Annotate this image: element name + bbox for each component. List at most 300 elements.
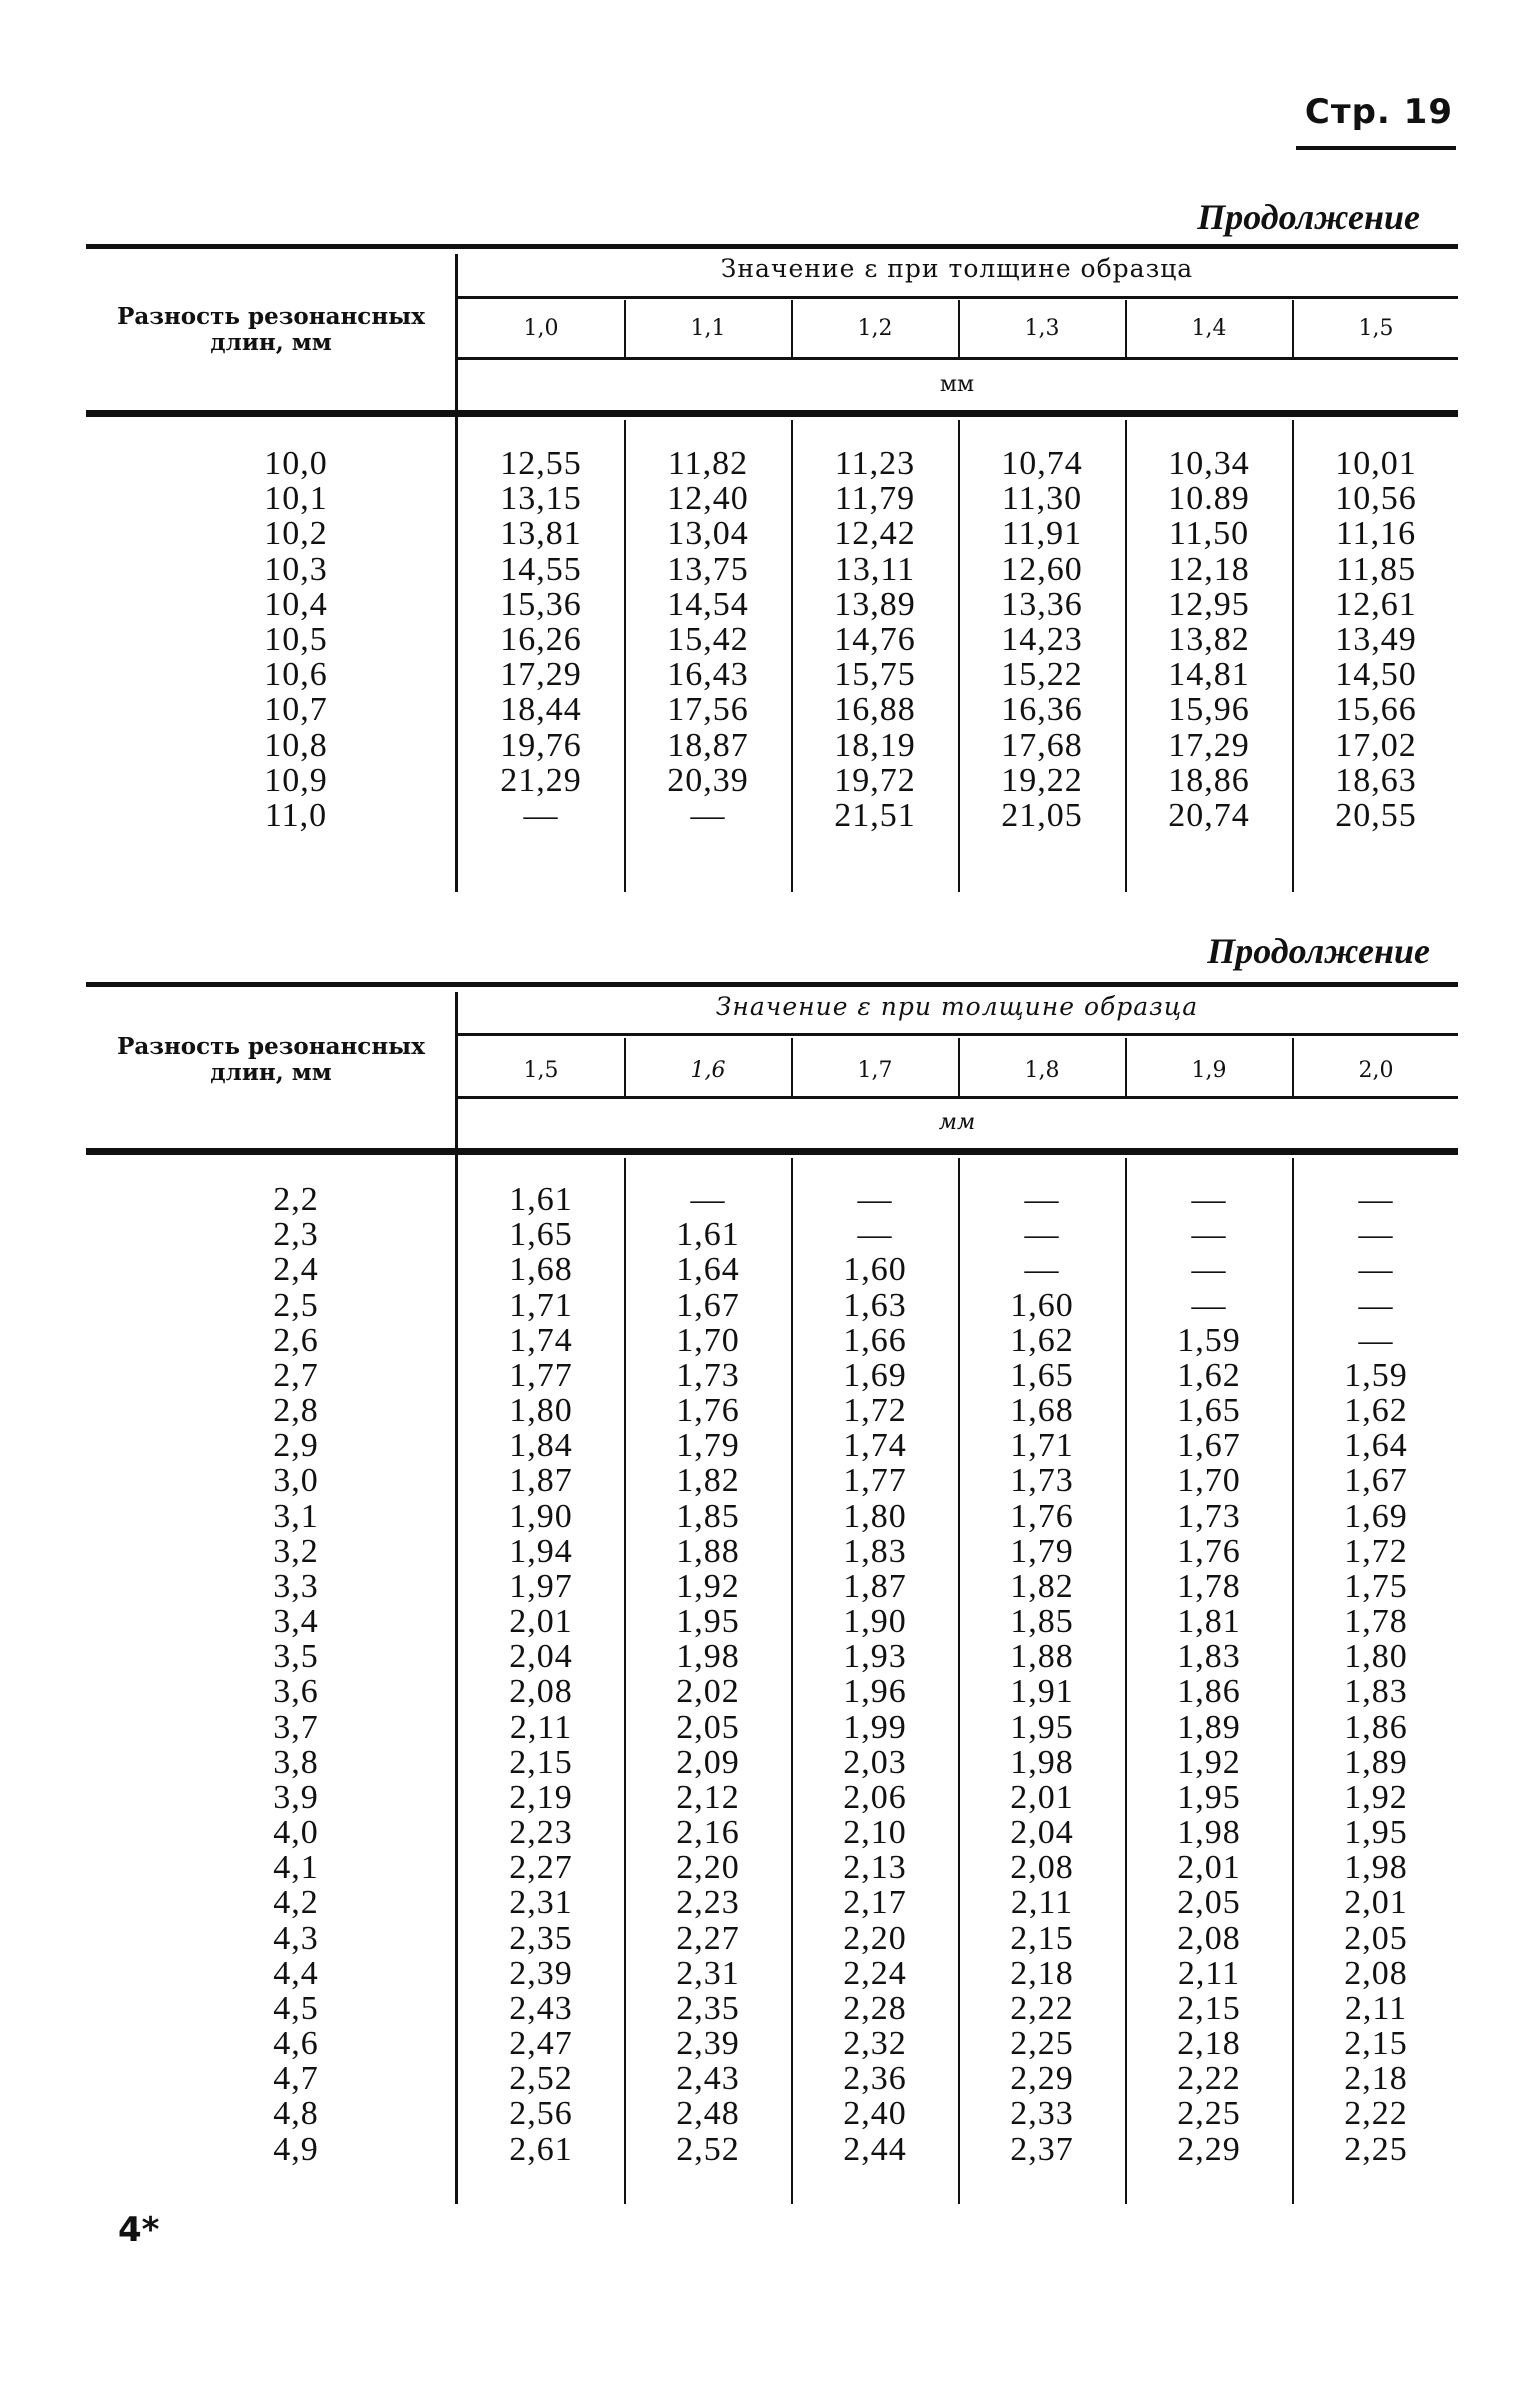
table-cell: 1,62: [1344, 1392, 1408, 1430]
table-cell: 1,78: [1177, 1567, 1241, 1605]
table-cell: 1,80: [843, 1497, 907, 1535]
table-cell: 11,30: [1001, 480, 1083, 518]
table-cell: 1,70: [1177, 1462, 1241, 1500]
table2-group-header: Значение ε при толщине образца: [715, 992, 1199, 1021]
table-cell: 1,76: [676, 1392, 740, 1430]
table-cell: 1,81: [1177, 1603, 1241, 1641]
table-cell: 1,59: [1344, 1356, 1408, 1394]
table1-col-head: 1,4: [1191, 316, 1227, 341]
table-cell: 12,55: [500, 445, 582, 482]
table-cell: 2,05: [1344, 1919, 1408, 1957]
table-cell: —: [1358, 1181, 1394, 1218]
table-cell: 1,66: [843, 1321, 907, 1359]
table-cell: 10.89: [1168, 480, 1250, 518]
row-label: 2,6: [273, 1321, 319, 1359]
table1-col-head: 1,0: [523, 316, 559, 341]
table2-head-divider: [624, 1038, 626, 1098]
table-cell: 1,71: [509, 1286, 573, 1324]
table-cell: 1,67: [1177, 1427, 1241, 1465]
table-cell: 2,22: [1010, 1989, 1074, 2027]
table-cell: 1,59: [1177, 1321, 1241, 1359]
table-cell: 11,16: [1335, 515, 1417, 553]
row-label: 10,8: [264, 726, 328, 764]
table-cell: 2,05: [1177, 1884, 1241, 1922]
table1-row-header: Разность резонансных длин, мм: [117, 303, 425, 356]
table-cell: 1,90: [509, 1497, 573, 1535]
table-cell: 15,22: [1001, 656, 1083, 694]
table2-column-1-9: [1126, 1182, 1292, 2167]
table-cell: 2,20: [676, 1849, 740, 1887]
row-label: 3,0: [273, 1462, 319, 1500]
table-cell: 1,72: [843, 1392, 907, 1430]
row-label: 2,5: [273, 1286, 319, 1324]
table-cell: 12,18: [1168, 550, 1250, 588]
table-cell: 17,56: [667, 691, 749, 729]
table-cell: 2,13: [843, 1849, 907, 1887]
table-cell: 13,82: [1168, 621, 1250, 659]
table-cell: 11,91: [1001, 515, 1083, 553]
table-cell: —: [1024, 1251, 1060, 1289]
table-cell: 2,25: [1344, 2130, 1408, 2168]
table-cell: 1,64: [1344, 1427, 1408, 1465]
table-cell: 2,37: [1010, 2130, 1074, 2168]
table-cell: 1,84: [509, 1427, 573, 1465]
row-label: 4,3: [273, 1919, 319, 1957]
table2-row-header: Разность резонансных длин, мм: [117, 1033, 425, 1086]
table2-col-head: 1,7: [857, 1058, 893, 1083]
table1-head-divider: [958, 300, 960, 360]
table-cell: 2,35: [676, 1989, 740, 2027]
table-cell: 2,15: [1010, 1919, 1074, 1957]
table-cell: 1,67: [1344, 1462, 1408, 1500]
table-cell: 15,66: [1335, 691, 1417, 729]
table-cell: 2,19: [509, 1778, 573, 1816]
table-cell: 1,73: [1010, 1462, 1074, 1500]
table2-col-head: 2,0: [1358, 1058, 1394, 1083]
table-cell: 11,50: [1168, 515, 1250, 553]
table-cell: 2,61: [509, 2130, 573, 2168]
table-cell: 1,98: [676, 1638, 740, 1676]
row-label: 10,9: [264, 761, 328, 799]
table-cell: 1,89: [1344, 1743, 1408, 1781]
table2-column-1-6: [625, 1182, 791, 2167]
table-cell: 2,39: [676, 2025, 740, 2063]
table-cell: 20,74: [1168, 797, 1250, 835]
table-cell: 14,81: [1168, 656, 1250, 694]
table-cell: 2,08: [1344, 1954, 1408, 1992]
row-label: 4,0: [273, 1814, 319, 1852]
table-cell: 18,63: [1335, 761, 1417, 799]
row-label: 4,6: [273, 2025, 319, 2063]
table-cell: 1,65: [1177, 1392, 1241, 1430]
table1-column-1-3: [959, 446, 1125, 833]
table1-col-head: 1,1: [690, 316, 726, 341]
table-cell: 19,76: [500, 726, 582, 764]
table-cell: 1,92: [1177, 1743, 1241, 1781]
table-cell: —: [1024, 1181, 1060, 1218]
table-cell: 2,20: [843, 1919, 907, 1957]
table-cell: 17,29: [1168, 726, 1250, 764]
table-cell: 2,56: [509, 2095, 573, 2133]
table-cell: 1,86: [1177, 1673, 1241, 1711]
row-label: 3,8: [273, 1743, 319, 1781]
table-cell: 15,75: [834, 656, 916, 694]
table-cell: 2,24: [843, 1954, 907, 1992]
table-cell: —: [1358, 1251, 1394, 1289]
table-cell: 2,36: [843, 2060, 907, 2098]
table-cell: 2,23: [509, 1814, 573, 1852]
table-cell: 2,47: [509, 2025, 573, 2063]
table-cell: 2,15: [1344, 2025, 1408, 2063]
table-cell: —: [690, 1181, 726, 1218]
table-cell: —: [1358, 1286, 1394, 1324]
table-cell: 1,85: [1010, 1603, 1074, 1641]
row-label: 11,0: [264, 797, 328, 835]
table-cell: 13,11: [834, 550, 916, 588]
table-cell: 1,83: [1177, 1638, 1241, 1676]
table2-header-bottom-rule: [86, 1148, 1458, 1155]
table-cell: 1,88: [1010, 1638, 1074, 1676]
table-cell: —: [1191, 1251, 1227, 1289]
table-cell: 1,64: [676, 1251, 740, 1289]
table-cell: 2,04: [509, 1638, 573, 1676]
table-cell: 2,01: [1344, 1884, 1408, 1922]
table2-head-divider: [1125, 1038, 1127, 1098]
table2-unit: мм: [938, 1110, 976, 1135]
row-label: 10,5: [264, 621, 328, 659]
row-label: 3,9: [273, 1778, 319, 1816]
table-cell: 13,15: [500, 480, 582, 518]
table-cell: 1,74: [509, 1321, 573, 1359]
table-cell: —: [1358, 1321, 1394, 1359]
table-cell: 10,74: [1001, 445, 1083, 482]
table2-row-labels: [216, 1182, 376, 2167]
table2-col-head: 1,5: [523, 1058, 559, 1083]
table-cell: 1,94: [509, 1532, 573, 1570]
row-label: 4,1: [273, 1849, 319, 1887]
table1-group-header: Значение ε при толщине образца: [720, 254, 1194, 283]
table-cell: 2,04: [1010, 1814, 1074, 1852]
row-label: 2,2: [273, 1181, 319, 1218]
table-cell: 2,52: [676, 2130, 740, 2168]
row-label: 10,3: [264, 550, 328, 588]
table-cell: 1,95: [1010, 1708, 1074, 1746]
table-cell: 1,71: [1010, 1427, 1074, 1465]
table-cell: 19,22: [1001, 761, 1083, 799]
table-cell: —: [1191, 1286, 1227, 1324]
table-cell: 20,39: [667, 761, 749, 799]
table-cell: 16,36: [1001, 691, 1083, 729]
table-cell: 1,76: [1010, 1497, 1074, 1535]
row-label: 2,3: [273, 1216, 319, 1254]
table-cell: 1,60: [1010, 1286, 1074, 1324]
table-cell: 2,44: [843, 2130, 907, 2168]
table-cell: 1,85: [676, 1497, 740, 1535]
row-label: 3,1: [273, 1497, 319, 1535]
table-cell: 14,76: [834, 621, 916, 659]
row-label: 10,7: [264, 691, 328, 729]
table-cell: 14,54: [667, 585, 749, 623]
table-cell: 21,05: [1001, 797, 1083, 835]
table1-head-divider: [624, 300, 626, 360]
table-cell: 1,73: [1177, 1497, 1241, 1535]
table-cell: 13,89: [834, 585, 916, 623]
table-cell: 1,77: [509, 1356, 573, 1394]
table1-unit: мм: [939, 372, 975, 397]
table-cell: 17,29: [500, 656, 582, 694]
table-cell: 2,31: [676, 1954, 740, 1992]
table-cell: 16,26: [500, 621, 582, 659]
table-cell: 2,27: [676, 1919, 740, 1957]
table-cell: 2,52: [509, 2060, 573, 2098]
table2-top-rule: [86, 982, 1458, 987]
table2-unit-rule: [456, 1096, 1458, 1099]
table-cell: 1,65: [1010, 1356, 1074, 1394]
table-cell: 14,23: [1001, 621, 1083, 659]
table-cell: 10,34: [1168, 445, 1250, 482]
table-cell: 1,70: [676, 1321, 740, 1359]
row-label: 2,4: [273, 1251, 319, 1289]
row-label: 10,0: [264, 445, 328, 482]
table2-continuation-label: Продолжение: [1207, 931, 1430, 971]
table-cell: 2,01: [509, 1603, 573, 1641]
table-cell: 1,89: [1177, 1708, 1241, 1746]
table2-column-1-5: [458, 1182, 624, 2167]
table-cell: 2,28: [843, 1989, 907, 2027]
table-cell: 10,01: [1335, 445, 1417, 482]
table-cell: 2,17: [843, 1884, 907, 1922]
table-cell: 2,25: [1010, 2025, 1074, 2063]
table-cell: 1,69: [1344, 1497, 1408, 1535]
table-cell: 1,98: [1177, 1814, 1241, 1852]
table-cell: 17,02: [1335, 726, 1417, 764]
table-cell: 1,95: [1344, 1814, 1408, 1852]
table-cell: 2,11: [1010, 1884, 1074, 1922]
table-cell: 11,82: [667, 445, 749, 482]
table-cell: 1,75: [1344, 1567, 1408, 1605]
table-cell: 18,87: [667, 726, 749, 764]
table2-head-divider: [1292, 1038, 1294, 1098]
table2-column-2-0: [1293, 1182, 1459, 2167]
table-cell: 15,96: [1168, 691, 1250, 729]
table-cell: 1,69: [843, 1356, 907, 1394]
table-cell: 13,81: [500, 515, 582, 553]
table-cell: 14,55: [500, 550, 582, 588]
table-cell: 1,80: [1344, 1638, 1408, 1676]
table-cell: 21,29: [500, 761, 582, 799]
table-cell: 1,87: [843, 1567, 907, 1605]
table-cell: 1,62: [1010, 1321, 1074, 1359]
table1-col-head: 1,2: [857, 316, 893, 341]
table2-col-head: 1,9: [1191, 1058, 1227, 1083]
table-cell: 2,29: [1177, 2130, 1241, 2168]
table-cell: 1,88: [676, 1532, 740, 1570]
table-cell: 2,25: [1177, 2095, 1241, 2133]
row-label: 3,4: [273, 1603, 319, 1641]
table-cell: 18,86: [1168, 761, 1250, 799]
table-cell: 17,68: [1001, 726, 1083, 764]
table-cell: 1,62: [1177, 1356, 1241, 1394]
table-cell: 2,35: [509, 1919, 573, 1957]
table-cell: 2,16: [676, 1814, 740, 1852]
table-cell: 1,90: [843, 1603, 907, 1641]
table1-head-divider: [1292, 300, 1294, 360]
table1-col-head: 1,5: [1358, 316, 1394, 341]
table-cell: 2,15: [1177, 1989, 1241, 2027]
table-cell: —: [523, 797, 559, 835]
table-cell: 2,43: [509, 1989, 573, 2027]
table-cell: 1,73: [676, 1356, 740, 1394]
table-cell: 1,98: [1010, 1743, 1074, 1781]
table1-column-1-0: [458, 446, 624, 833]
table-cell: 18,19: [834, 726, 916, 764]
footnote-mark: 4*: [118, 2210, 160, 2250]
table-cell: 1,77: [843, 1462, 907, 1500]
table1-column-1-5: [1293, 446, 1459, 833]
table-cell: 16,88: [834, 691, 916, 729]
row-label: 3,7: [273, 1708, 319, 1746]
table-cell: 2,10: [843, 1814, 907, 1852]
table2-head-divider: [958, 1038, 960, 1098]
table-cell: 1,99: [843, 1708, 907, 1746]
table-cell: —: [857, 1216, 893, 1254]
table-cell: 2,31: [509, 1884, 573, 1922]
table-cell: 1,86: [1344, 1708, 1408, 1746]
table-cell: 2,11: [1177, 1954, 1241, 1992]
table-cell: 1,83: [843, 1532, 907, 1570]
table-cell: 1,74: [843, 1427, 907, 1465]
table-cell: 1,60: [843, 1251, 907, 1289]
row-label: 4,9: [273, 2130, 319, 2168]
table-cell: 1,79: [676, 1427, 740, 1465]
table-cell: 1,65: [509, 1216, 573, 1254]
table-cell: 2,18: [1177, 2025, 1241, 2063]
row-label: 2,9: [273, 1427, 319, 1465]
table-cell: 2,43: [676, 2060, 740, 2098]
table-cell: 2,18: [1344, 2060, 1408, 2098]
table-cell: 2,29: [1010, 2060, 1074, 2098]
table-cell: 1,93: [843, 1638, 907, 1676]
table-cell: 12,60: [1001, 550, 1083, 588]
table-cell: 1,61: [676, 1216, 740, 1254]
table-cell: —: [1024, 1216, 1060, 1254]
table-cell: 15,36: [500, 585, 582, 623]
table-cell: 1,79: [1010, 1532, 1074, 1570]
table-cell: 2,01: [1010, 1778, 1074, 1816]
table-cell: 12,95: [1168, 585, 1250, 623]
table1-continuation-label: Продолжение: [1197, 197, 1420, 237]
table2-column-1-7: [792, 1182, 958, 2167]
row-label: 10,4: [264, 585, 328, 623]
table-cell: 1,97: [509, 1567, 573, 1605]
table-cell: 2,08: [1010, 1849, 1074, 1887]
table-cell: 1,91: [1010, 1673, 1074, 1711]
table-cell: 2,18: [1010, 1954, 1074, 1992]
table-cell: 13,75: [667, 550, 749, 588]
table-cell: 2,32: [843, 2025, 907, 2063]
table-cell: —: [857, 1181, 893, 1218]
table-cell: 13,04: [667, 515, 749, 553]
row-label: 4,4: [273, 1954, 319, 1992]
table-cell: 12,42: [834, 515, 916, 553]
table-cell: 2,40: [843, 2095, 907, 2133]
table-cell: 2,12: [676, 1778, 740, 1816]
table-cell: 15,42: [667, 621, 749, 659]
table1-column-1-4: [1126, 446, 1292, 833]
table1-header-bottom-rule: [86, 410, 1458, 417]
table1-column-1-2: [792, 446, 958, 833]
table-cell: 1,98: [1344, 1849, 1408, 1887]
table-cell: 1,92: [676, 1567, 740, 1605]
table1-head-divider: [1125, 300, 1127, 360]
table-cell: 2,06: [843, 1778, 907, 1816]
table2-col-head: 1,8: [1024, 1058, 1060, 1083]
table-cell: 1,82: [676, 1462, 740, 1500]
table-cell: 2,09: [676, 1743, 740, 1781]
table1-row-labels: [216, 446, 376, 833]
table-cell: 10,56: [1335, 480, 1417, 518]
table2: [86, 982, 1458, 2204]
table-cell: 11,79: [834, 480, 916, 518]
table-cell: 11,85: [1335, 550, 1417, 588]
table2-subheader-rule: [456, 1033, 1458, 1036]
row-label: 2,7: [273, 1356, 319, 1394]
row-label: 4,7: [273, 2060, 319, 2098]
table-cell: —: [1191, 1216, 1227, 1254]
table-cell: 1,87: [509, 1462, 573, 1500]
table-cell: 1,83: [1344, 1673, 1408, 1711]
table-cell: 16,43: [667, 656, 749, 694]
row-label: 3,3: [273, 1567, 319, 1605]
table-cell: 21,51: [834, 797, 916, 835]
row-label: 4,2: [273, 1884, 319, 1922]
table2-head-divider: [791, 1038, 793, 1098]
table1-column-1-1: [625, 446, 791, 833]
table-cell: 1,68: [509, 1251, 573, 1289]
table-cell: 2,08: [509, 1673, 573, 1711]
table-cell: 2,27: [509, 1849, 573, 1887]
table2-column-1-8: [959, 1182, 1125, 2167]
table-cell: 12,61: [1335, 585, 1417, 623]
table-cell: 13,49: [1335, 621, 1417, 659]
row-label: 3,6: [273, 1673, 319, 1711]
table-cell: 11,23: [834, 445, 916, 482]
table-cell: 2,33: [1010, 2095, 1074, 2133]
row-label: 2,8: [273, 1392, 319, 1430]
table1: [86, 244, 1458, 892]
table-cell: 1,80: [509, 1392, 573, 1430]
table-cell: 1,95: [1177, 1778, 1241, 1816]
table-cell: 1,78: [1344, 1603, 1408, 1641]
table-cell: 2,11: [509, 1708, 573, 1746]
table-cell: 2,15: [509, 1743, 573, 1781]
row-label: 3,5: [273, 1638, 319, 1676]
row-label: 10,6: [264, 656, 328, 694]
table-cell: 12,40: [667, 480, 749, 518]
table-cell: 2,01: [1177, 1849, 1241, 1887]
table2-col-head: 1,6: [690, 1058, 726, 1083]
table1-unit-rule: [456, 357, 1458, 360]
table-cell: 2,08: [1177, 1919, 1241, 1957]
table1-col-head: 1,3: [1024, 316, 1060, 341]
table-cell: 2,22: [1344, 2095, 1408, 2133]
table-cell: —: [1191, 1181, 1227, 1218]
row-label: 10,2: [264, 515, 328, 553]
page-number: Стр. 19: [1304, 92, 1453, 132]
table-cell: —: [1358, 1216, 1394, 1254]
table-cell: 2,48: [676, 2095, 740, 2133]
table-cell: 2,05: [676, 1708, 740, 1746]
